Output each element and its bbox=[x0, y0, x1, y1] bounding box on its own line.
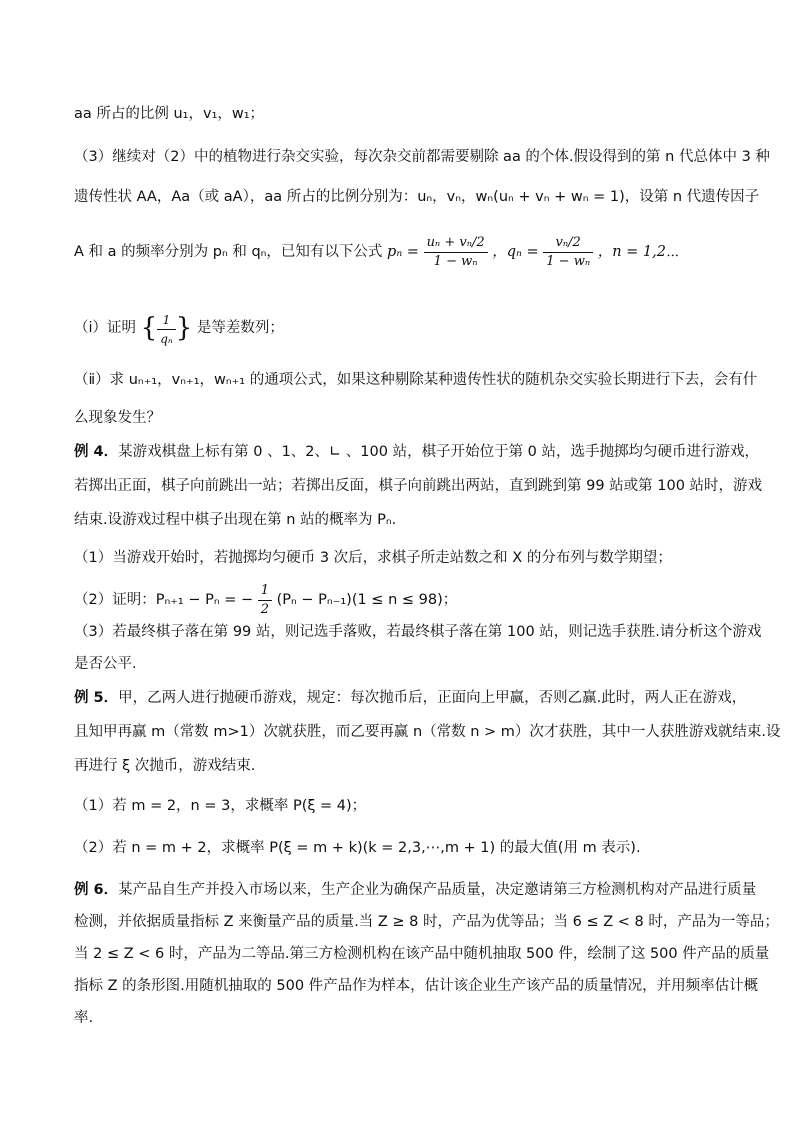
text-line: 若掷出正面，棋子向前跳出一站；若掷出反面，棋子向前跳出两站，直到跳到第 99 站或第 100 站时，游戏 bbox=[74, 478, 763, 494]
text-line: aa 所占的比例 u₁，v₁，w₁； bbox=[74, 106, 265, 122]
formula-line: （2）证明：Pₙ₊₁ − Pₙ = − $\frac{1}{2}$ (Pₙ − Pₙ₋₁)(1 ≤ n ≤ 98)； bbox=[74, 582, 458, 617]
text-line: 么现象发生？ bbox=[74, 410, 161, 426]
text-line: （3）若最终棋子落在第 99 站，则记选手落败，若最终棋子落在第 100 站，则记选手获胜.请分析这个游戏 bbox=[74, 624, 762, 640]
formula-line: A 和 a 的频率分别为 pₙ 和 qₙ，已知有以下公式 pₙ = $\frac{\text{uₙ + vₙ/2}}{\text{1 − wₙ}}$ ，qₙ = $\frac{\text{vₙ/2}}{\text{1 − wₙ}}$ ，n = 1,2⋯ bbox=[74, 234, 680, 269]
text-line: 且知甲再赢 m（常数 m>1）次就获胜，而乙要再赢 n（常数 n > m）次才获胜，其中一人获胜游戏就结束.设 bbox=[74, 724, 781, 740]
text-line: 检测，并依据质量指标 Z 来衡量产品的质量.当 Z ≥ 8 时，产品为优等品；当 6 ≤ Z < 8 时，产品为一等品； bbox=[74, 914, 779, 930]
text-line: 是否公平. bbox=[74, 656, 137, 672]
text-line: （ⅰ）证明 { $\frac{1}{\text{qₙ}}$ } 是等差数列； bbox=[74, 308, 284, 348]
fraction-numerator: vₙ/2 bbox=[543, 234, 593, 253]
text-line: （ⅱ）求 uₙ₊₁，vₙ₊₁，wₙ₊₁ 的通项公式，如果这种剔除某种遗传性状的随机杂交实验长期进行下去，会有什 bbox=[74, 372, 758, 388]
formula-q: ，qₙ = bbox=[492, 244, 539, 260]
fraction-denominator: 1 − wₙ bbox=[433, 253, 478, 269]
text-line: 当 2 ≤ Z < 6 时，产品为二等品.第三方检测机构在该产品中随机抽取 500 件，绘制了这 500 件产品的质量 bbox=[74, 946, 770, 962]
fraction-p bbox=[424, 234, 488, 271]
text-line: （3）继续对（2）中的植物进行杂交实验，每次杂交前都需要剔除 aa 的个体.假设得到的第 n 代总体中 3 种 bbox=[74, 149, 770, 165]
text-line: （2）若 n = m + 2，求概率 P(ξ = m + k)(k = 2,3,⋯,m + 1) 的最大值(用 m 表示). bbox=[74, 840, 641, 856]
fraction-q bbox=[543, 234, 593, 271]
example-heading: 例 5．甲，乙两人进行抛硬币游戏，规定：每次抛币后，正面向上甲赢，否则乙赢.此时，两人正在游戏， bbox=[74, 690, 747, 706]
text-line: （1）若 m = 2，n = 3，求概率 P(ξ = 4)； bbox=[74, 798, 367, 814]
fraction-denominator: 1 − wₙ bbox=[546, 253, 591, 269]
formula-p: pₙ = bbox=[387, 244, 419, 260]
text-line: 再进行 ξ 次抛币，游戏结束. bbox=[74, 758, 256, 774]
example-heading: 例 4．某游戏棋盘上标有第 0 、1、2、∟ 、100 站，棋子开始位于第 0 站，选手抛掷均匀硬币进行游戏， bbox=[74, 444, 760, 460]
text-line: 指标 Z 的条形图.用随机抽取的 500 件产品作为样本，估计该企业生产该产品的质量情况，并用频率估计概 bbox=[74, 978, 759, 994]
text-line: 遗传性状 AA，Aa（或 aA），aa 所占的比例分别为：uₙ，vₙ，wₙ(uₙ + vₙ + wₙ = 1)，设第 n 代遗传因子 bbox=[74, 189, 760, 205]
text-line: 结束.设游戏过程中棋子出现在第 n 站的概率为 Pₙ. bbox=[74, 512, 397, 528]
example-heading: 例 6．某产品自生产并投入市场以来，生产企业为确保产品质量，决定邀请第三方检测机构对产品进行质量 bbox=[74, 882, 757, 898]
fraction-numerator: uₙ + vₙ/2 bbox=[424, 234, 488, 253]
text-line: 率. bbox=[74, 1010, 94, 1026]
fraction-half: $\frac{1}{2}$ bbox=[258, 582, 272, 619]
text-line: （1）当游戏开始时，若抛掷均匀硬币 3 次后，求棋子所走站数之和 X 的分布列与数学期望； bbox=[74, 550, 672, 566]
brace-fraction: { $\frac{1}{\text{qₙ}}$ } bbox=[140, 312, 193, 346]
